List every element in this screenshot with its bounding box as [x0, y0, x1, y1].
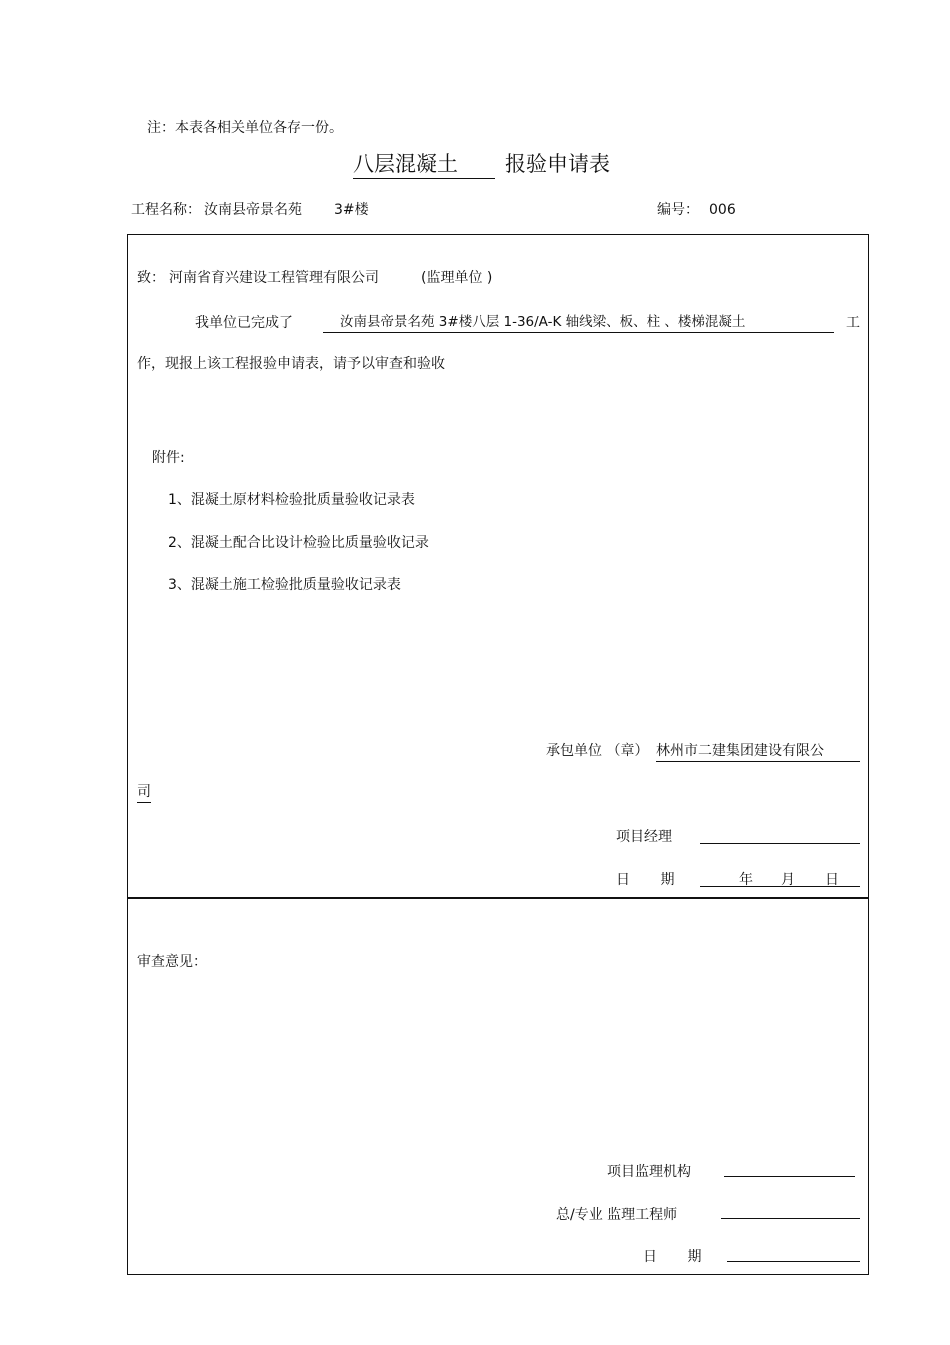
completed-prefix: 我单位已完成了 [195, 315, 293, 331]
review-date-line [727, 1261, 860, 1262]
contractor-name: 林州市二建集团建设有限公 [656, 744, 860, 762]
project-name: 汝南县帝景名苑 [204, 202, 302, 218]
contractor-wrap: 司 [137, 785, 151, 803]
review-org-line [724, 1176, 855, 1177]
manager-signature-line [700, 843, 860, 844]
attachment-item: 1、混凝土原材料检验批质量验收记录表 [168, 492, 415, 508]
application-line2: 作，现报上该工程报验申请表，请予以审查和验收 [137, 356, 445, 372]
date-year: 年 [739, 872, 753, 888]
to-label: 致： [137, 270, 165, 286]
note-text: 注：本表各相关单位各存一份。 [147, 120, 343, 136]
title-suffix: 报验申请表 [505, 152, 610, 176]
to-company: 河南省育兴建设工程管理有限公司 [169, 270, 379, 286]
review-engineer-line [721, 1218, 860, 1219]
to-role: (监理单位 ) [421, 270, 493, 286]
project-building: 3#楼 [334, 202, 369, 218]
completed-work: 汝南县帝景名苑 3#楼八层 1-36/A-K 轴线梁、板、柱 、楼梯混凝土 [323, 316, 834, 333]
review-opinion-label: 审查意见： [137, 954, 207, 970]
review-org-label: 项目监理机构 [607, 1164, 691, 1180]
project-label: 工程名称： [131, 202, 201, 218]
attachments-label: 附件: [152, 450, 185, 466]
review-date-label: 日 期 [643, 1249, 702, 1265]
date-day: 日 [825, 872, 839, 888]
number-label: 编号： [657, 202, 699, 218]
title-subject: 八层混凝土 [353, 154, 495, 179]
review-engineer-label: 总/专业 监理工程师 [556, 1207, 678, 1223]
attachment-item: 3、混凝土施工检验批质量验收记录表 [168, 577, 401, 593]
application-date-label: 日 期 [616, 872, 675, 888]
date-month: 月 [781, 872, 795, 888]
manager-label: 项目经理 [616, 829, 672, 845]
completed-tail: 工 [846, 315, 860, 331]
attachment-item: 2、混凝土配合比设计检验比质量验收记录 [168, 535, 429, 551]
application-section [127, 234, 869, 899]
number-value: 006 [709, 202, 736, 218]
contractor-label: 承包单位 （章） [546, 743, 649, 759]
